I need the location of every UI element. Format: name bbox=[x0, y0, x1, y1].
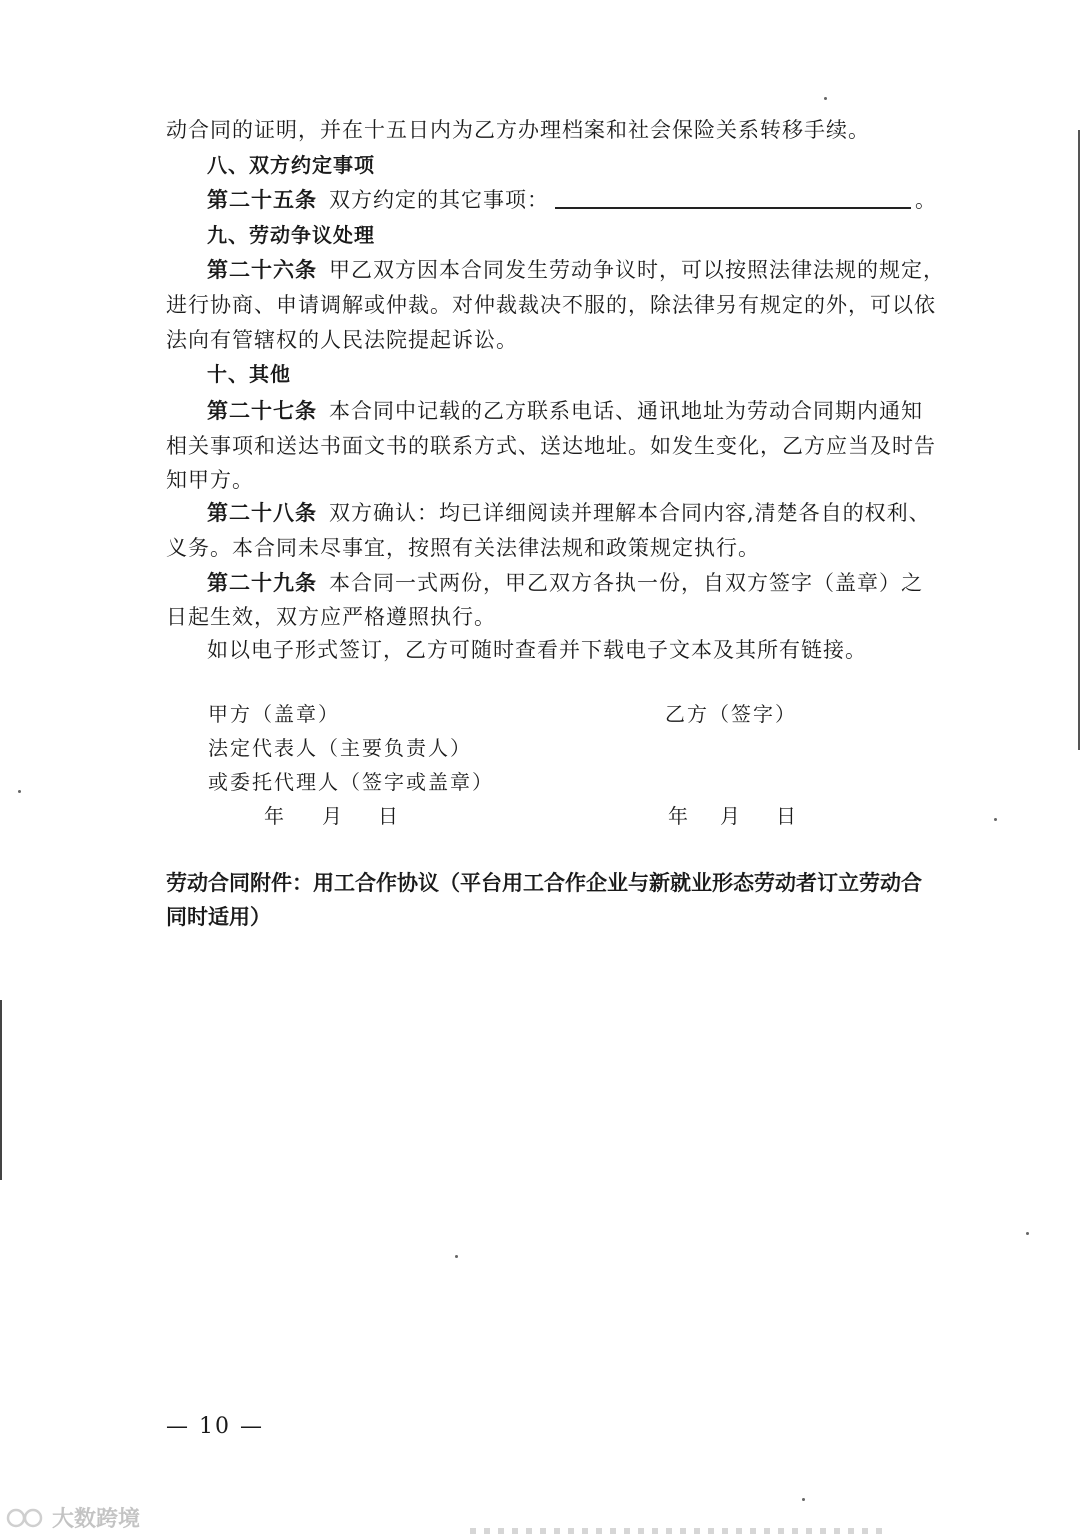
legal-representative: 法定代表人（主要负责人） bbox=[208, 736, 472, 760]
article-27-title: 第二十七条 bbox=[207, 399, 317, 423]
article-29-title: 第二十九条 bbox=[207, 571, 317, 595]
scan-noise bbox=[470, 1528, 890, 1534]
article-25: 第二十五条 双方约定的其它事项： 。 bbox=[207, 183, 967, 217]
article-29-line-2: 日起生效，双方应严格遵照执行。 bbox=[166, 605, 496, 629]
article-25-title: 第二十五条 bbox=[207, 188, 317, 212]
section-heading-9: 九、劳动争议处理 bbox=[207, 223, 375, 247]
paragraph-line: 动合同的证明，并在十五日内为乙方办理档案和社会保险关系转移手续。 bbox=[166, 118, 870, 142]
scan-edge-left bbox=[0, 1000, 2, 1180]
article-27-line-2: 相关事项和送达书面文书的联系方式、送达地址。如发生变化，乙方应当及时告 bbox=[166, 434, 936, 458]
fill-in-blank bbox=[555, 185, 911, 209]
article-27-line-1: 第二十七条 本合同中记载的乙方联系电话、通讯地址为劳动合同期内通知 bbox=[207, 399, 923, 423]
scan-speck bbox=[802, 1498, 805, 1501]
article-28-line-1: 第二十八条 双方确认：均已详细阅读并理解本合同内容,清楚各自的权利、 bbox=[207, 501, 931, 525]
scan-speck bbox=[824, 97, 827, 100]
watermark-text: 大数跨境 bbox=[52, 1507, 141, 1532]
scan-speck bbox=[1026, 1232, 1029, 1235]
article-28-line-2: 义务。本合同未尽事宜，按照有关法律法规和政策规定执行。 bbox=[166, 536, 760, 560]
article-28-title: 第二十八条 bbox=[207, 501, 317, 525]
article-26-line-1: 第二十六条 甲乙双方因本合同发生劳动争议时，可以按照法律法规的规定， bbox=[207, 258, 945, 282]
attachment-note: 劳动合同附件：用工合作协议（平台用工合作企业与新就业形态劳动者订立劳动合同时适用） bbox=[166, 871, 922, 929]
article-25-text: 双方约定的其它事项： bbox=[329, 188, 549, 212]
article-26-line-3: 法向有管辖权的人民法院提起诉讼。 bbox=[166, 328, 518, 352]
scan-speck bbox=[18, 790, 21, 793]
article-26-title: 第二十六条 bbox=[207, 258, 317, 282]
party-b-date: 年 月 日 bbox=[668, 804, 798, 828]
party-a-date: 年 月 日 bbox=[264, 804, 400, 828]
party-a-seal: 甲方（盖章） bbox=[208, 702, 340, 726]
article-27-line-3: 知甲方。 bbox=[166, 468, 254, 492]
watermark-logo-icon bbox=[6, 1505, 46, 1531]
scan-speck bbox=[455, 1255, 458, 1258]
article-26-line-2: 进行协商、申请调解或仲裁。对仲裁裁决不服的，除法律另有规定的外，可以依 bbox=[166, 293, 936, 317]
section-heading-8: 八、双方约定事项 bbox=[207, 153, 375, 177]
watermark bbox=[6, 1502, 140, 1533]
party-b-signature: 乙方（签字） bbox=[665, 702, 797, 726]
authorized-agent: 或委托代理人（签字或盖章） bbox=[208, 770, 494, 794]
electronic-signing-note: 如以电子形式签订，乙方可随时查看并下载电子文本及其所有链接。 bbox=[207, 638, 867, 662]
section-heading-10: 十、其他 bbox=[207, 362, 291, 386]
page-number: — 10 — bbox=[166, 1414, 264, 1439]
scan-speck bbox=[994, 818, 997, 821]
article-29-line-1: 第二十九条 本合同一式两份，甲乙双方各执一份，自双方签字（盖章）之 bbox=[207, 571, 923, 595]
